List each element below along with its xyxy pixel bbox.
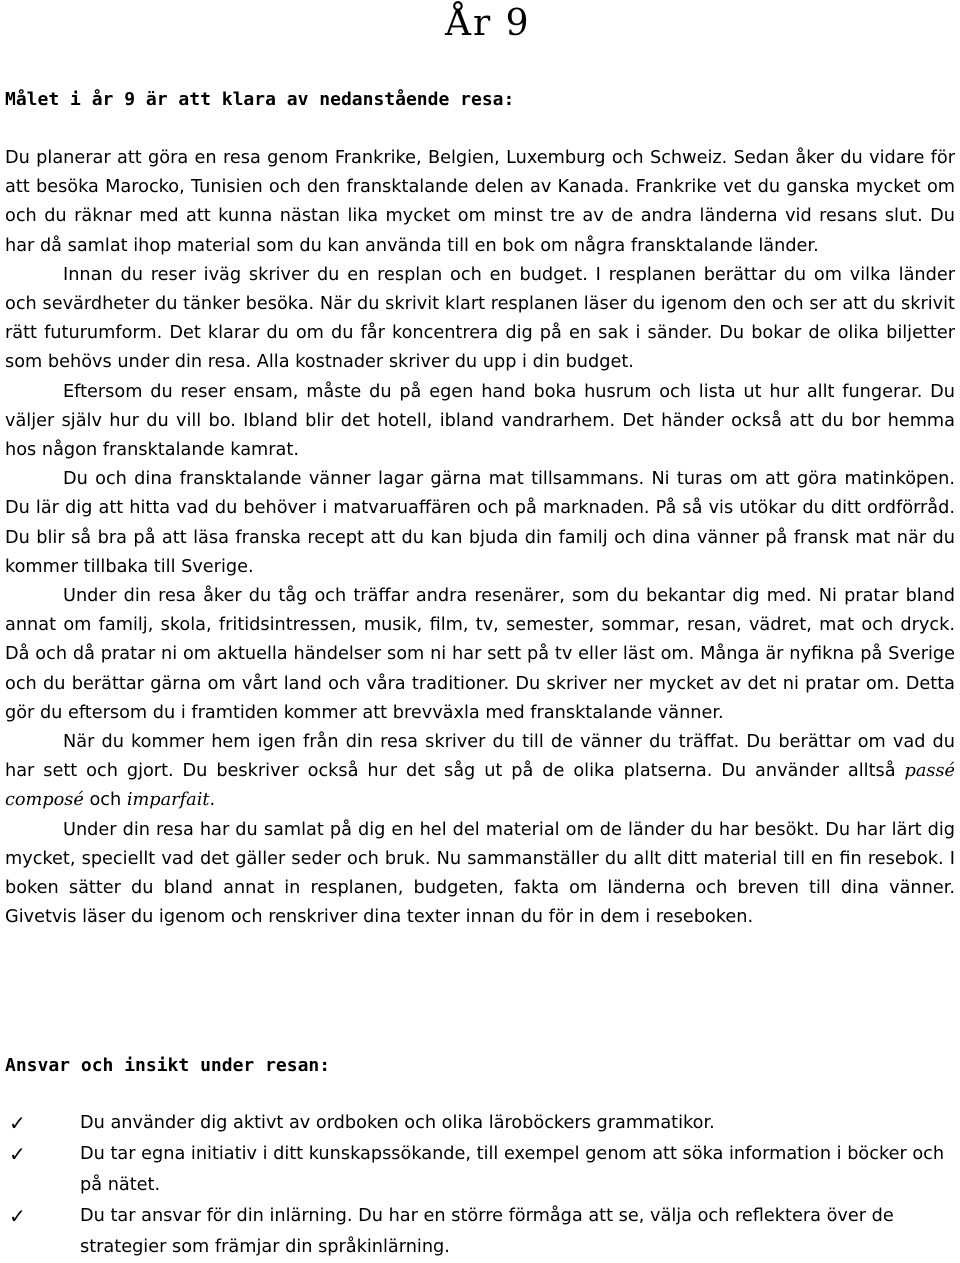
paragraph-letters-text: När du kommer hem igen från din resa skriver du till de vänner du träffat. Du berättar om vad du har sett och gjort. Du beskriver också hur det såg ut på de olika platserna. Du använder alltså bbox=[5, 732, 955, 782]
checklist-item bbox=[5, 1201, 955, 1263]
checkmark-icon: ✓ bbox=[9, 1111, 26, 1135]
paragraph-letters bbox=[5, 728, 955, 816]
checklist-item-text: Du använder dig aktivt av ordboken och olika läroböckers grammatikor. bbox=[80, 1113, 715, 1133]
paragraph-travel-book: Under din resa har du samlat på dig en hel del material om de länder du har besökt. Du har lärt dig mycket, speciellt vad det gäller seder och bruk. Nu sammanställer du allt ditt material till en fin resebok. I boken sätter du bland annat in resplanen, budgeten, fakta om länderna och breven till dina vänner. Givetvis läser du igenom och renskriver dina texter innan du för in dem i reseboken. bbox=[5, 819, 955, 928]
tense-passe-compose: passé composé bbox=[5, 761, 955, 811]
checklist-item-text: Du tar egna initiativ i ditt kunskapssökande, till exempel genom att söka information i böcker och på nätet. bbox=[80, 1144, 945, 1195]
checklist-item bbox=[5, 1108, 955, 1139]
checkmark-icon: ✓ bbox=[9, 1204, 26, 1228]
tense-joiner: och bbox=[83, 790, 127, 811]
tense-end: . bbox=[209, 790, 216, 811]
paragraph-train: Under din resa åker du tåg och träffar andra resenärer, som du bekantar dig med. Ni pratar bland annat om familj, skola, fritidsintressen, musik, film, tv, semester, sommar, resan, vädret, mat och dryck. Då och då pratar ni om aktuella händelser som ni har sett på tv eller läst om. Många är nyfikna på Sverige och du berättar gärna om vårt land och våra traditioner. Du skriver ner mycket av det ni pratar om. Detta gör du eftersom du i framtiden kommer att brevväxla med fransktalande vänner. bbox=[5, 586, 955, 723]
tense-imparfait: imparfait bbox=[126, 790, 210, 811]
page-title: År 9 bbox=[445, 3, 531, 44]
responsibility-heading: Ansvar och insikt under resan: bbox=[5, 1055, 331, 1076]
paragraph-plan: Innan du reser iväg skriver du en resplan och en budget. I resplanen berättar du om vilka länder och sevärdheter du tänker besöka. När du skrivit klart resplanen läser du igenom den och ser att du skrivit rätt futurumform. Det klarar du om du får koncentrera dig på en sak i sänder. Du bokar de olika biljetter som behövs under din resa. Alla kostnader skriver du upp i din budget. bbox=[5, 264, 955, 373]
goal-heading: Målet i år 9 är att klara av nedanstående resa: bbox=[5, 89, 515, 110]
checklist-item bbox=[5, 1139, 955, 1201]
responsibility-checklist bbox=[5, 1108, 955, 1263]
paragraph-intro: Du planerar att göra en resa genom Frankrike, Belgien, Luxemburg och Schweiz. Sedan åker du vidare för att besöka Marocko, Tunisien och den fransktalande delen av Kanada. Frankrike vet du ganska mycket om och du räknar med att kunna nästan lika mycket om minst tre av de andra länderna vid resans slut. Du har då samlat ihop material som du kan använda till en bok om några fransktalande länder. bbox=[5, 148, 955, 256]
checkmark-icon: ✓ bbox=[9, 1142, 26, 1166]
checklist-item-text: Du tar ansvar för din inlärning. Du har en större förmåga att se, välja och reflektera över de strategier som främjar din språkinlärning. bbox=[80, 1206, 894, 1257]
assignment-text bbox=[5, 144, 955, 932]
paragraph-food: Du och dina fransktalande vänner lagar gärna mat tillsammans. Ni turas om att göra matinköpen. Du lär dig att hitta vad du behöver i matvaruaffären och på marknaden. På så vis utökar du ditt ordförråd. Du blir så bra på att läsa franska recept att du kan bjuda din familj och dina vänner på fransk mat när du kommer tillbaka till Sverige. bbox=[5, 469, 955, 577]
paragraph-lodging: Eftersom du reser ensam, måste du på egen hand boka husrum och lista ut hur allt fungerar. Du väljer själv hur du vill bo. Ibland blir det hotell, ibland vandrarhem. Det händer också att du bor hemma hos någon fransktalande kamrat. bbox=[5, 381, 955, 461]
